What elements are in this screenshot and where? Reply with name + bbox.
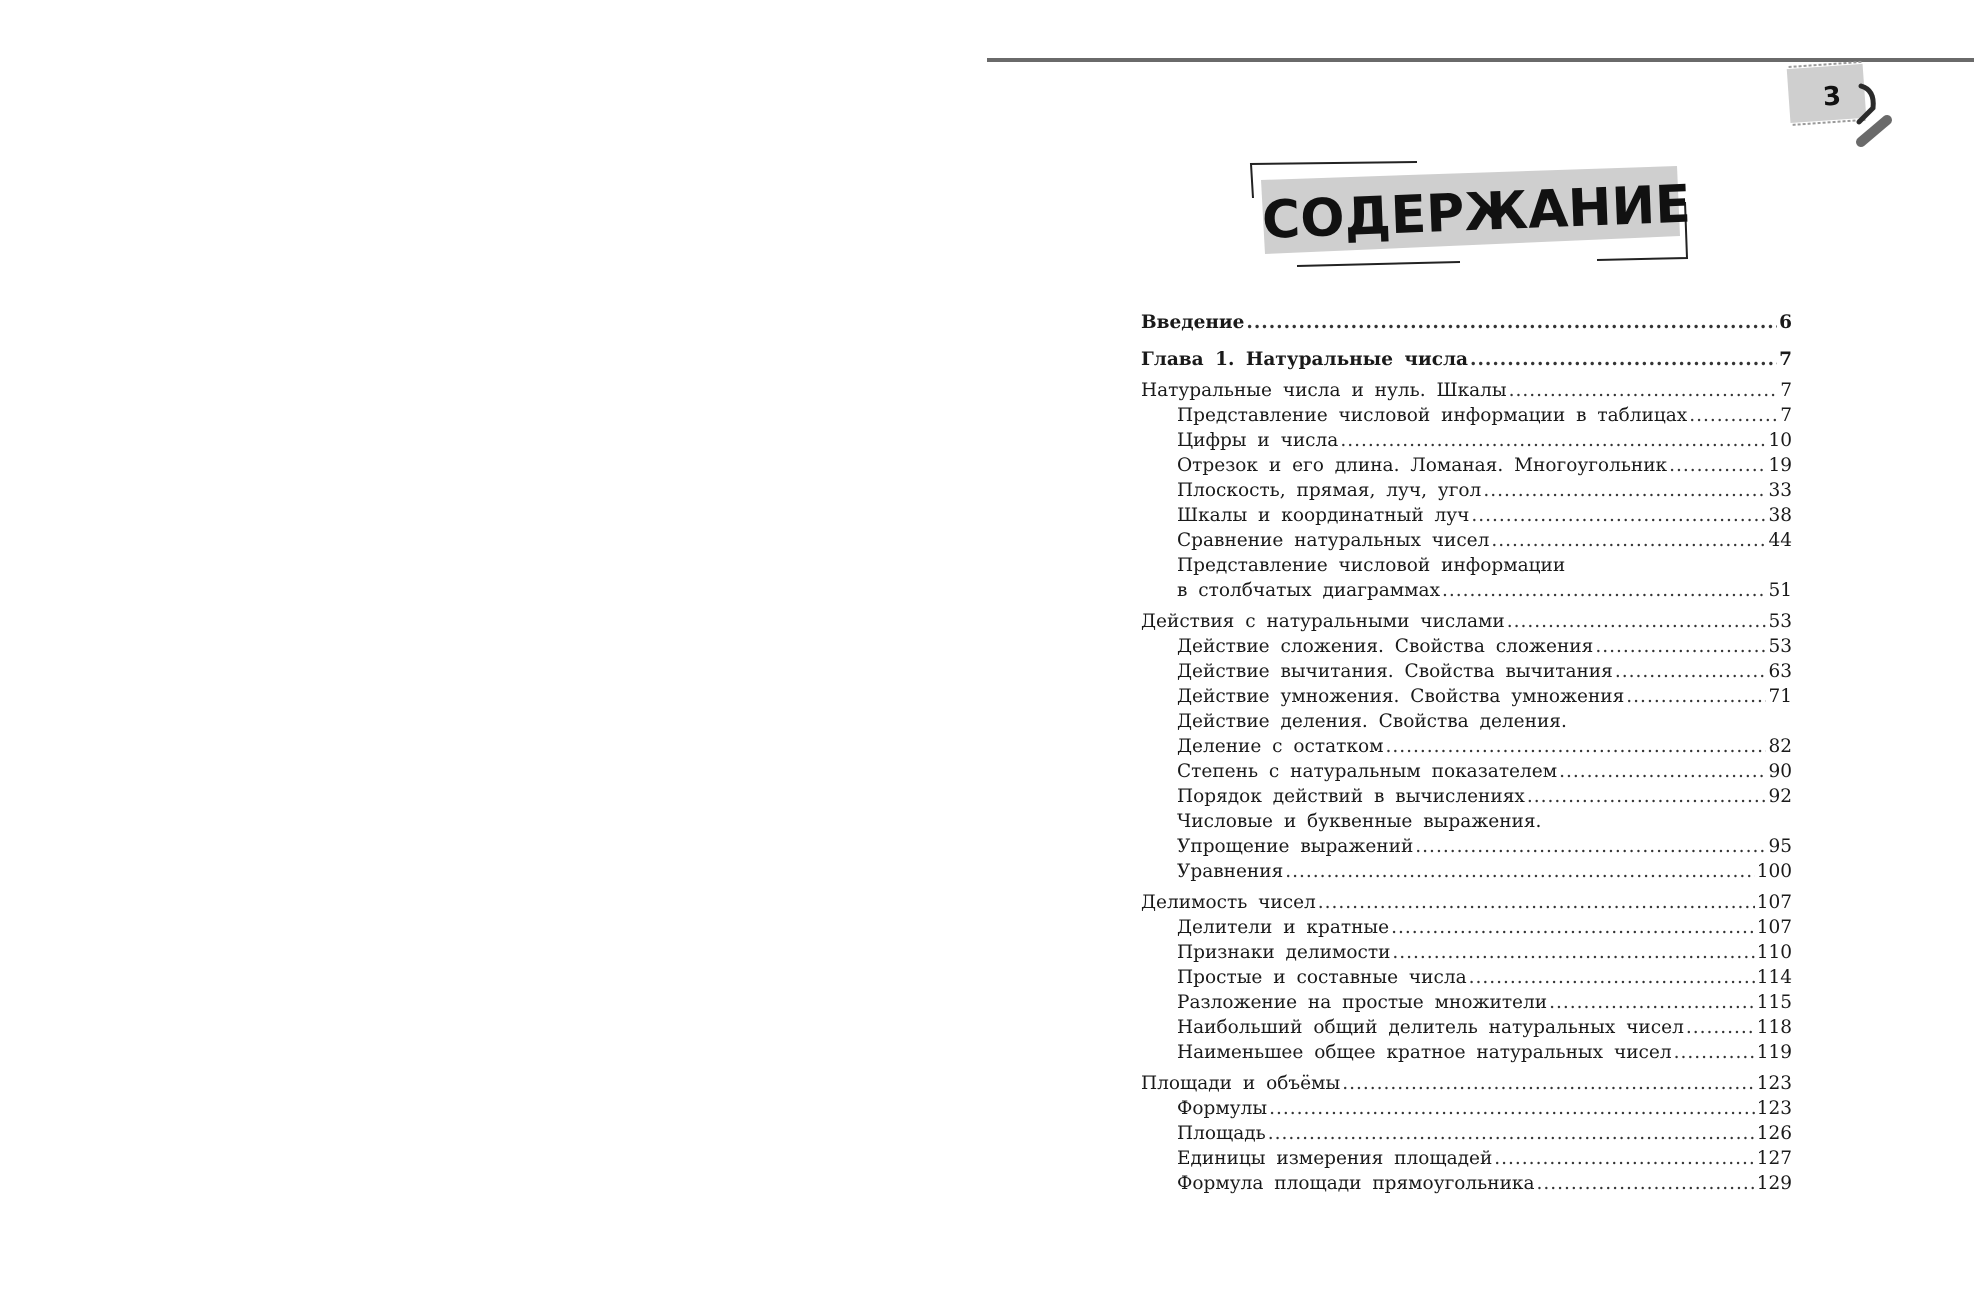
toc-entry-label: Наибольший общий делитель натуральных чисел bbox=[1177, 1017, 1684, 1038]
toc-entry-label: Наименьшее общее кратное натуральных чисел bbox=[1177, 1042, 1672, 1063]
toc-item bbox=[1141, 503, 1792, 528]
toc-entry-page: 7 bbox=[1780, 380, 1792, 401]
toc-item bbox=[1141, 940, 1792, 965]
toc-entry-page: 107 bbox=[1756, 917, 1792, 938]
toc-item bbox=[1141, 428, 1792, 453]
leader-dots bbox=[1471, 503, 1766, 528]
leader-dots bbox=[1509, 378, 1779, 403]
toc-entry-page: 6 bbox=[1779, 312, 1792, 333]
leader-dots bbox=[1674, 1040, 1755, 1065]
toc-item bbox=[1141, 1096, 1792, 1121]
toc-entry-label: Действия с натуральными числами bbox=[1141, 611, 1505, 632]
toc-entry-page: 82 bbox=[1768, 736, 1792, 757]
toc-item bbox=[1141, 684, 1792, 709]
toc-entry-label: Формулы bbox=[1177, 1098, 1268, 1119]
toc-entry-page: 71 bbox=[1768, 686, 1792, 707]
toc-entry-label: Представление числовой информации в таблицах bbox=[1177, 405, 1688, 426]
page-number: 3 bbox=[1821, 81, 1843, 113]
toc-entry-label: Простые и составные числа bbox=[1177, 967, 1467, 988]
toc-section bbox=[1141, 890, 1792, 915]
toc-entry-page: 107 bbox=[1756, 892, 1792, 913]
toc-entry-label: Плоскость, прямая, луч, угол bbox=[1177, 480, 1482, 501]
toc-entry-page: 110 bbox=[1756, 942, 1792, 963]
toc-item bbox=[1141, 1146, 1792, 1171]
toc-item bbox=[1141, 915, 1792, 940]
toc-item bbox=[1141, 784, 1792, 809]
toc-entry-page: 7 bbox=[1779, 349, 1792, 370]
toc-entry-label: Делимость чисел bbox=[1141, 892, 1316, 913]
leader-dots bbox=[1689, 403, 1778, 428]
toc-item bbox=[1141, 453, 1792, 478]
toc-entry-label: Упрощение выражений bbox=[1177, 836, 1414, 857]
table-of-contents bbox=[1141, 310, 1792, 1196]
leader-dots bbox=[1340, 428, 1766, 453]
toc-entry-label: Действие умножения. Свойства умножения bbox=[1177, 686, 1625, 707]
toc-entry-page: 19 bbox=[1768, 455, 1792, 476]
toc-chapter bbox=[1141, 347, 1792, 372]
toc-entry-label: Сравнение натуральных чисел bbox=[1177, 530, 1490, 551]
toc-entry-page: 118 bbox=[1756, 1017, 1792, 1038]
toc-entry-label: в столбчатых диаграммах bbox=[1177, 580, 1441, 601]
toc-entry-page: 126 bbox=[1756, 1123, 1792, 1144]
leader-dots bbox=[1318, 890, 1755, 915]
toc-entry-label: Деление с остатком bbox=[1177, 736, 1384, 757]
toc-entry-page: 53 bbox=[1768, 611, 1792, 632]
toc-item-line1 bbox=[1141, 553, 1792, 578]
toc-entry-page: 123 bbox=[1756, 1098, 1792, 1119]
leader-dots bbox=[1268, 1121, 1755, 1146]
leader-dots bbox=[1483, 478, 1766, 503]
toc-item bbox=[1141, 834, 1792, 859]
toc-item-line1 bbox=[1141, 809, 1792, 834]
toc-entry-label: Порядок действий в вычислениях bbox=[1177, 786, 1525, 807]
toc-entry-label: Действие сложения. Свойства сложения bbox=[1177, 636, 1594, 657]
toc-item bbox=[1141, 659, 1792, 684]
toc-entry-label: Степень с натуральным показателем bbox=[1177, 761, 1558, 782]
leader-dots bbox=[1494, 1146, 1754, 1171]
toc-entry-label: Натуральные числа и нуль. Шкалы bbox=[1141, 380, 1507, 401]
leader-dots bbox=[1391, 915, 1755, 940]
leader-dots bbox=[1686, 1015, 1755, 1040]
toc-item-line1 bbox=[1141, 709, 1792, 734]
toc-entry-label: Делители и кратные bbox=[1177, 917, 1390, 938]
leader-dots bbox=[1392, 940, 1754, 965]
toc-entry-page: 114 bbox=[1756, 967, 1792, 988]
toc-entry-page: 129 bbox=[1756, 1173, 1792, 1194]
toc-entry-page: 92 bbox=[1768, 786, 1792, 807]
toc-item bbox=[1141, 859, 1792, 884]
leader-dots bbox=[1469, 965, 1755, 990]
toc-entry-label: Действие вычитания. Свойства вычитания bbox=[1177, 661, 1613, 682]
toc-entry-page: 44 bbox=[1768, 530, 1792, 551]
leader-dots bbox=[1415, 834, 1766, 859]
leader-dots bbox=[1615, 659, 1767, 684]
toc-item bbox=[1141, 578, 1792, 603]
toc-item bbox=[1141, 528, 1792, 553]
leader-dots bbox=[1246, 310, 1777, 335]
toc-entry-page: 127 bbox=[1756, 1148, 1792, 1169]
toc-entry-page: 7 bbox=[1780, 405, 1792, 426]
toc-entry-page: 90 bbox=[1768, 761, 1792, 782]
leader-dots bbox=[1470, 347, 1777, 372]
toc-item bbox=[1141, 403, 1792, 428]
leader-dots bbox=[1442, 578, 1766, 603]
toc-item bbox=[1141, 734, 1792, 759]
leader-dots bbox=[1626, 684, 1766, 709]
toc-item bbox=[1141, 1171, 1792, 1196]
leader-dots bbox=[1342, 1071, 1755, 1096]
toc-entry-page: 51 bbox=[1768, 580, 1792, 601]
toc-item bbox=[1141, 1121, 1792, 1146]
toc-entry-page: 123 bbox=[1756, 1073, 1792, 1094]
toc-section bbox=[1141, 378, 1792, 403]
toc-entry-label: Уравнения bbox=[1177, 861, 1284, 882]
leader-dots bbox=[1269, 1096, 1755, 1121]
toc-intro bbox=[1141, 310, 1792, 335]
toc-entry-label-line1: Числовые и буквенные выражения. bbox=[1177, 811, 1542, 832]
toc-item bbox=[1141, 990, 1792, 1015]
leader-dots bbox=[1386, 734, 1767, 759]
toc-entry-page: 10 bbox=[1768, 430, 1792, 451]
leader-dots bbox=[1669, 453, 1766, 478]
page-title: СОДЕРЖАНИЕ bbox=[1261, 174, 1692, 252]
toc-section bbox=[1141, 609, 1792, 634]
toc-entry-page: 63 bbox=[1768, 661, 1792, 682]
toc-entry-label: Введение bbox=[1141, 312, 1245, 333]
toc-item bbox=[1141, 1015, 1792, 1040]
toc-entry-label: Отрезок и его длина. Ломаная. Многоугольник bbox=[1177, 455, 1668, 476]
toc-item bbox=[1141, 1040, 1792, 1065]
leader-dots bbox=[1595, 634, 1766, 659]
toc-entry-page: 119 bbox=[1756, 1042, 1792, 1063]
toc-entry-page: 95 bbox=[1768, 836, 1792, 857]
toc-entry-label-line1: Представление числовой информации bbox=[1177, 555, 1566, 576]
toc-entry-label-line1: Действие деления. Свойства деления. bbox=[1177, 711, 1567, 732]
leader-dots bbox=[1527, 784, 1767, 809]
toc-item bbox=[1141, 965, 1792, 990]
leader-dots bbox=[1559, 759, 1766, 784]
leader-dots bbox=[1507, 609, 1767, 634]
toc-entry-page: 100 bbox=[1756, 861, 1792, 882]
toc-item bbox=[1141, 634, 1792, 659]
toc-entry-label: Единицы измерения площадей bbox=[1177, 1148, 1493, 1169]
toc-item bbox=[1141, 478, 1792, 503]
toc-entry-page: 115 bbox=[1756, 992, 1792, 1013]
toc-entry-label: Площадь bbox=[1177, 1123, 1266, 1144]
toc-entry-label: Площади и объёмы bbox=[1141, 1073, 1341, 1094]
toc-entry-page: 53 bbox=[1768, 636, 1792, 657]
toc-entry-label: Формула площади прямоугольника bbox=[1177, 1173, 1535, 1194]
toc-entry-page: 33 bbox=[1768, 480, 1792, 501]
toc-entry-label: Цифры и числа bbox=[1177, 430, 1339, 451]
leader-dots bbox=[1549, 990, 1755, 1015]
toc-entry-label: Глава 1. Натуральные числа bbox=[1141, 349, 1468, 370]
leader-dots bbox=[1285, 859, 1754, 884]
toc-section bbox=[1141, 1071, 1792, 1096]
leader-dots bbox=[1491, 528, 1766, 553]
leader-dots bbox=[1537, 1171, 1755, 1196]
toc-entry-label: Признаки делимости bbox=[1177, 942, 1391, 963]
toc-item bbox=[1141, 759, 1792, 784]
toc-entry-page: 38 bbox=[1768, 505, 1792, 526]
toc-entry-label: Разложение на простые множители bbox=[1177, 992, 1548, 1013]
toc-entry-label: Шкалы и координатный луч bbox=[1177, 505, 1470, 526]
